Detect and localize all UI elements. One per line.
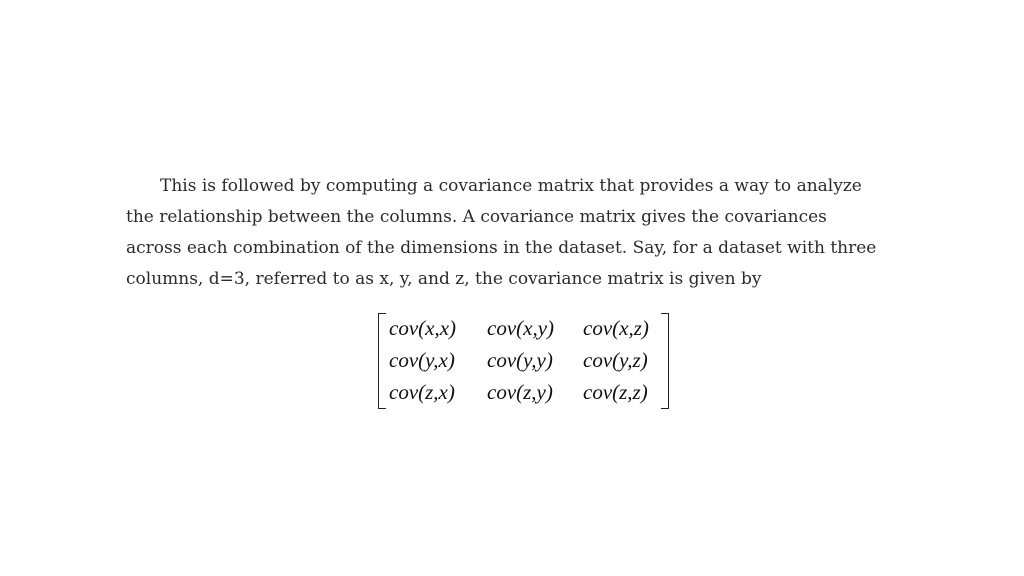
paragraph-line: the relationship between the columns. A covariance matrix gives the covariances bbox=[126, 207, 827, 227]
paragraph-line: This is followed by computing a covariance matrix that provides a way to analyze bbox=[160, 176, 862, 196]
matrix-cell: cov(z,y) bbox=[487, 380, 553, 404]
matrix-cell: cov(y,z) bbox=[583, 348, 648, 372]
matrix-cell: cov(y,y) bbox=[487, 348, 553, 372]
matrix-cell: cov(x,z) bbox=[583, 316, 649, 340]
left-bracket bbox=[378, 313, 386, 409]
paragraph-line: columns, d=3, referred to as x, y, and z, the covariance matrix is given by bbox=[126, 269, 762, 289]
right-bracket bbox=[661, 313, 669, 409]
matrix-cell: cov(z,z) bbox=[583, 380, 648, 404]
matrix-cell: cov(y,x) bbox=[389, 348, 455, 372]
covariance-matrix bbox=[378, 313, 669, 409]
body-paragraph bbox=[126, 171, 916, 295]
matrix-cell: cov(z,x) bbox=[389, 380, 455, 404]
paragraph-line: across each combination of the dimensions in the dataset. Say, for a dataset with three bbox=[126, 238, 877, 258]
matrix-cell: cov(x,y) bbox=[487, 316, 555, 340]
matrix-cell: cov(x,x) bbox=[389, 316, 457, 340]
